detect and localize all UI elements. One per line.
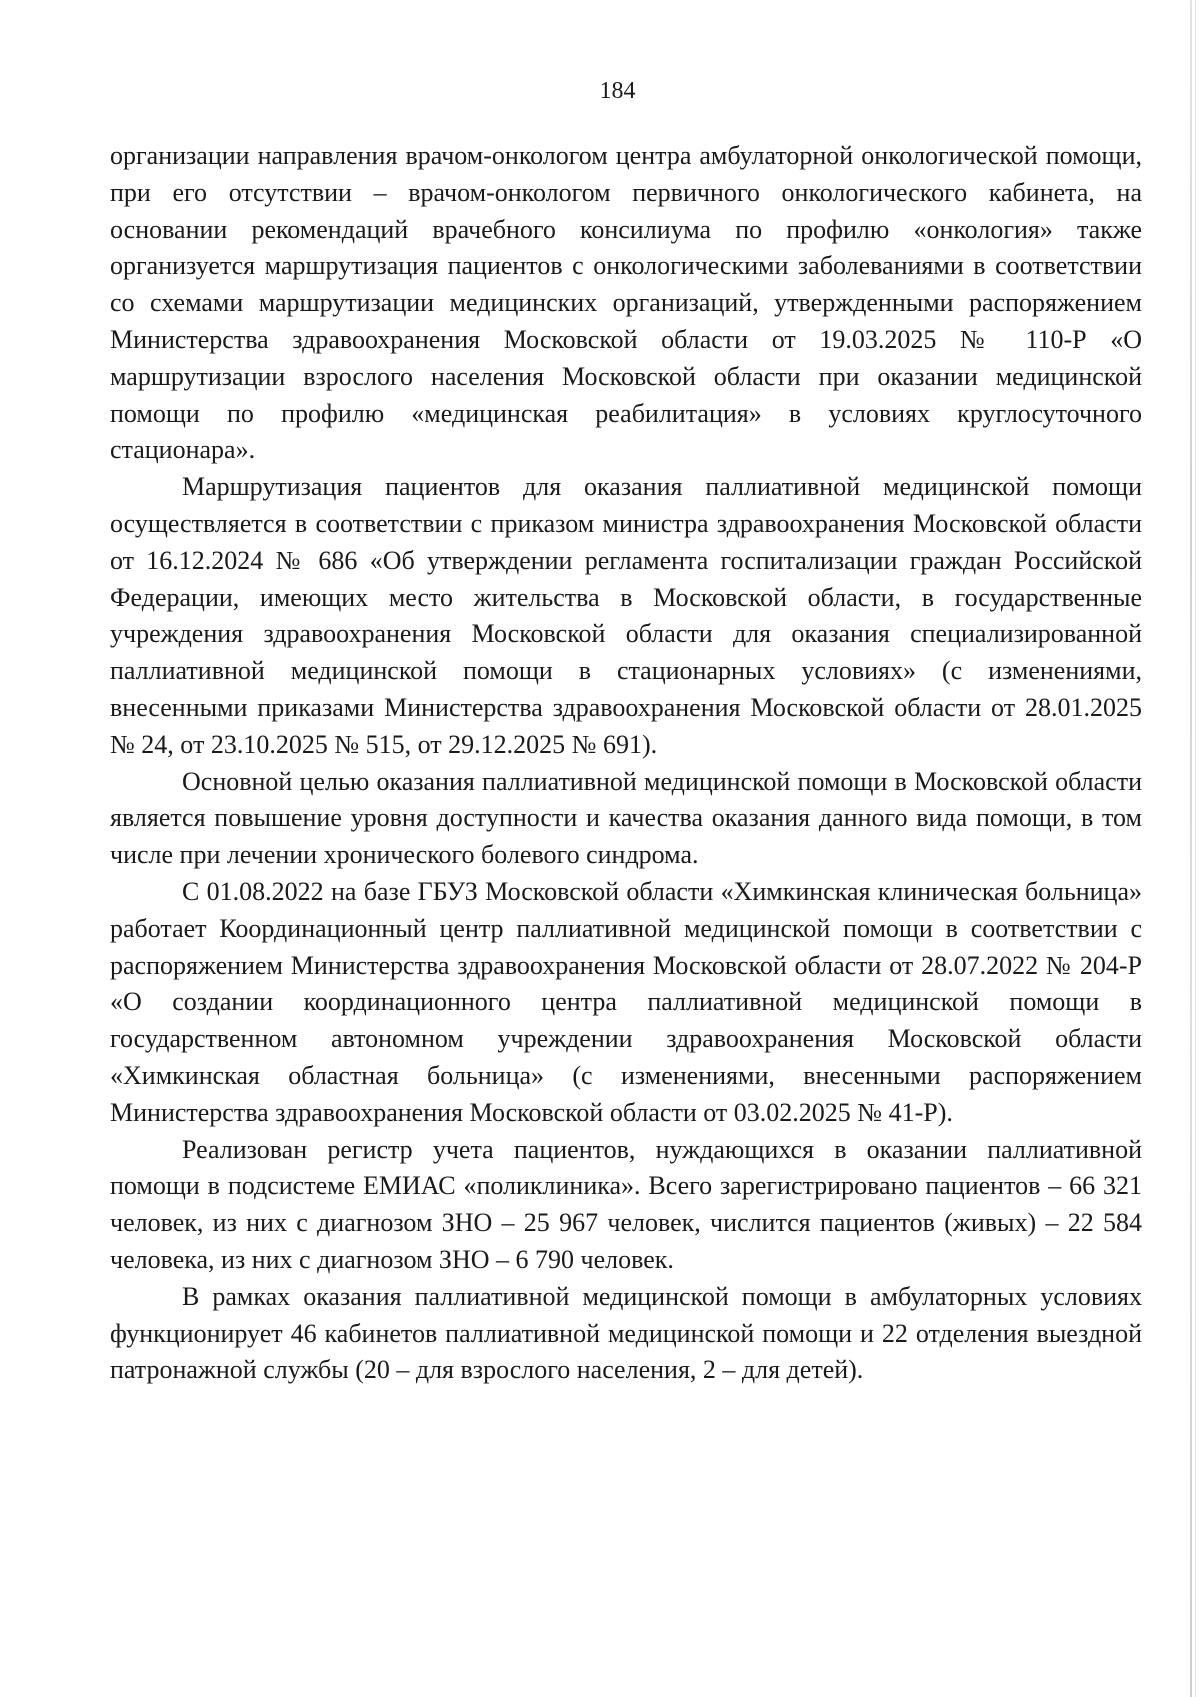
paragraph-2: Маршрутизация пациентов для оказания паллиативной медицинской помощи осуществляется в соответствии с приказом министра здравоохранения Московской области от 16.12.2024 № 686 «Об утверждении регламента госпитализации граждан Российской Федерации, имеющих место жительства в Московской области, в государственные учреждения здравоохранения Московской области для оказания специализированной паллиативной медицинской помощи в стационарных условиях» (с изменениями, внесенными приказами Министерства здравоохранения Московской области от 28.01.2025 № 24, от 23.10.2025 № 515, от 29.12.2025 № 691). (110, 472, 1142, 759)
page-number: 184 (599, 78, 636, 104)
paragraph-5: Реализован регистр учета пациентов, нуждающихся в оказании паллиативной помощи в подсистеме ЕМИАС «поликлиника». Всего зарегистрировано пациентов – 66 321 человек, из них с диагнозом ЗНО – 25 967 человек, числится пациентов (живых) – 22 584 человека, из них с диагнозом ЗНО – 6 790 человек. (110, 1134, 1142, 1274)
document-body (110, 138, 1142, 1389)
paragraph-3: Основной целью оказания паллиативной медицинской помощи в Московской области является повышение уровня доступности и качества оказания данного вида помощи, в том числе при лечении хронического болевого синдрома. (110, 766, 1142, 870)
paragraph-1: организации направления врачом-онкологом центра амбулаторной онкологической помощи, при его отсутствии – врачом-онкологом первичного онкологического кабинета, на основании рекомендаций врачебного консилиума по профилю «онкология» также организуется маршрутизация пациентов с онкологическими заболеваниями в соответствии со схемами маршрутизации медицинских организаций, утвержденными распоряжением Министерства здравоохранения Московской области от 19.03.2025 № 110-Р «О маршрутизации взрослого населения Московской области при оказании медицинской помощи по профилю «медицинская реабилитация» в условиях круглосуточного стационара». (110, 141, 1142, 465)
scan-edge-shadow (1190, 0, 1192, 1697)
paragraph-6: В рамках оказания паллиативной медицинской помощи в амбулаторных условиях функционирует 46 кабинетов паллиативной медицинской помощи и 22 отделения выездной патронажной службы (20 – для взрослого населения, 2 – для детей). (110, 1281, 1142, 1385)
paragraph-4: С 01.08.2022 на базе ГБУЗ Московской области «Химкинская клиническая больница» работает Координационный центр паллиативной медицинской помощи в соответствии с распоряжением Министерства здравоохранения Московской области от 28.07.2022 № 204-Р «О создании координационного центра паллиативной медицинской помощи в государственном автономном учреждении здравоохранения Московской области «Химкинская областная больница» (с изменениями, внесенными распоряжением Министерства здравоохранения Московской области от 03.02.2025 № 41-Р). (110, 876, 1142, 1127)
scan-edge-line (1195, 0, 1196, 1697)
